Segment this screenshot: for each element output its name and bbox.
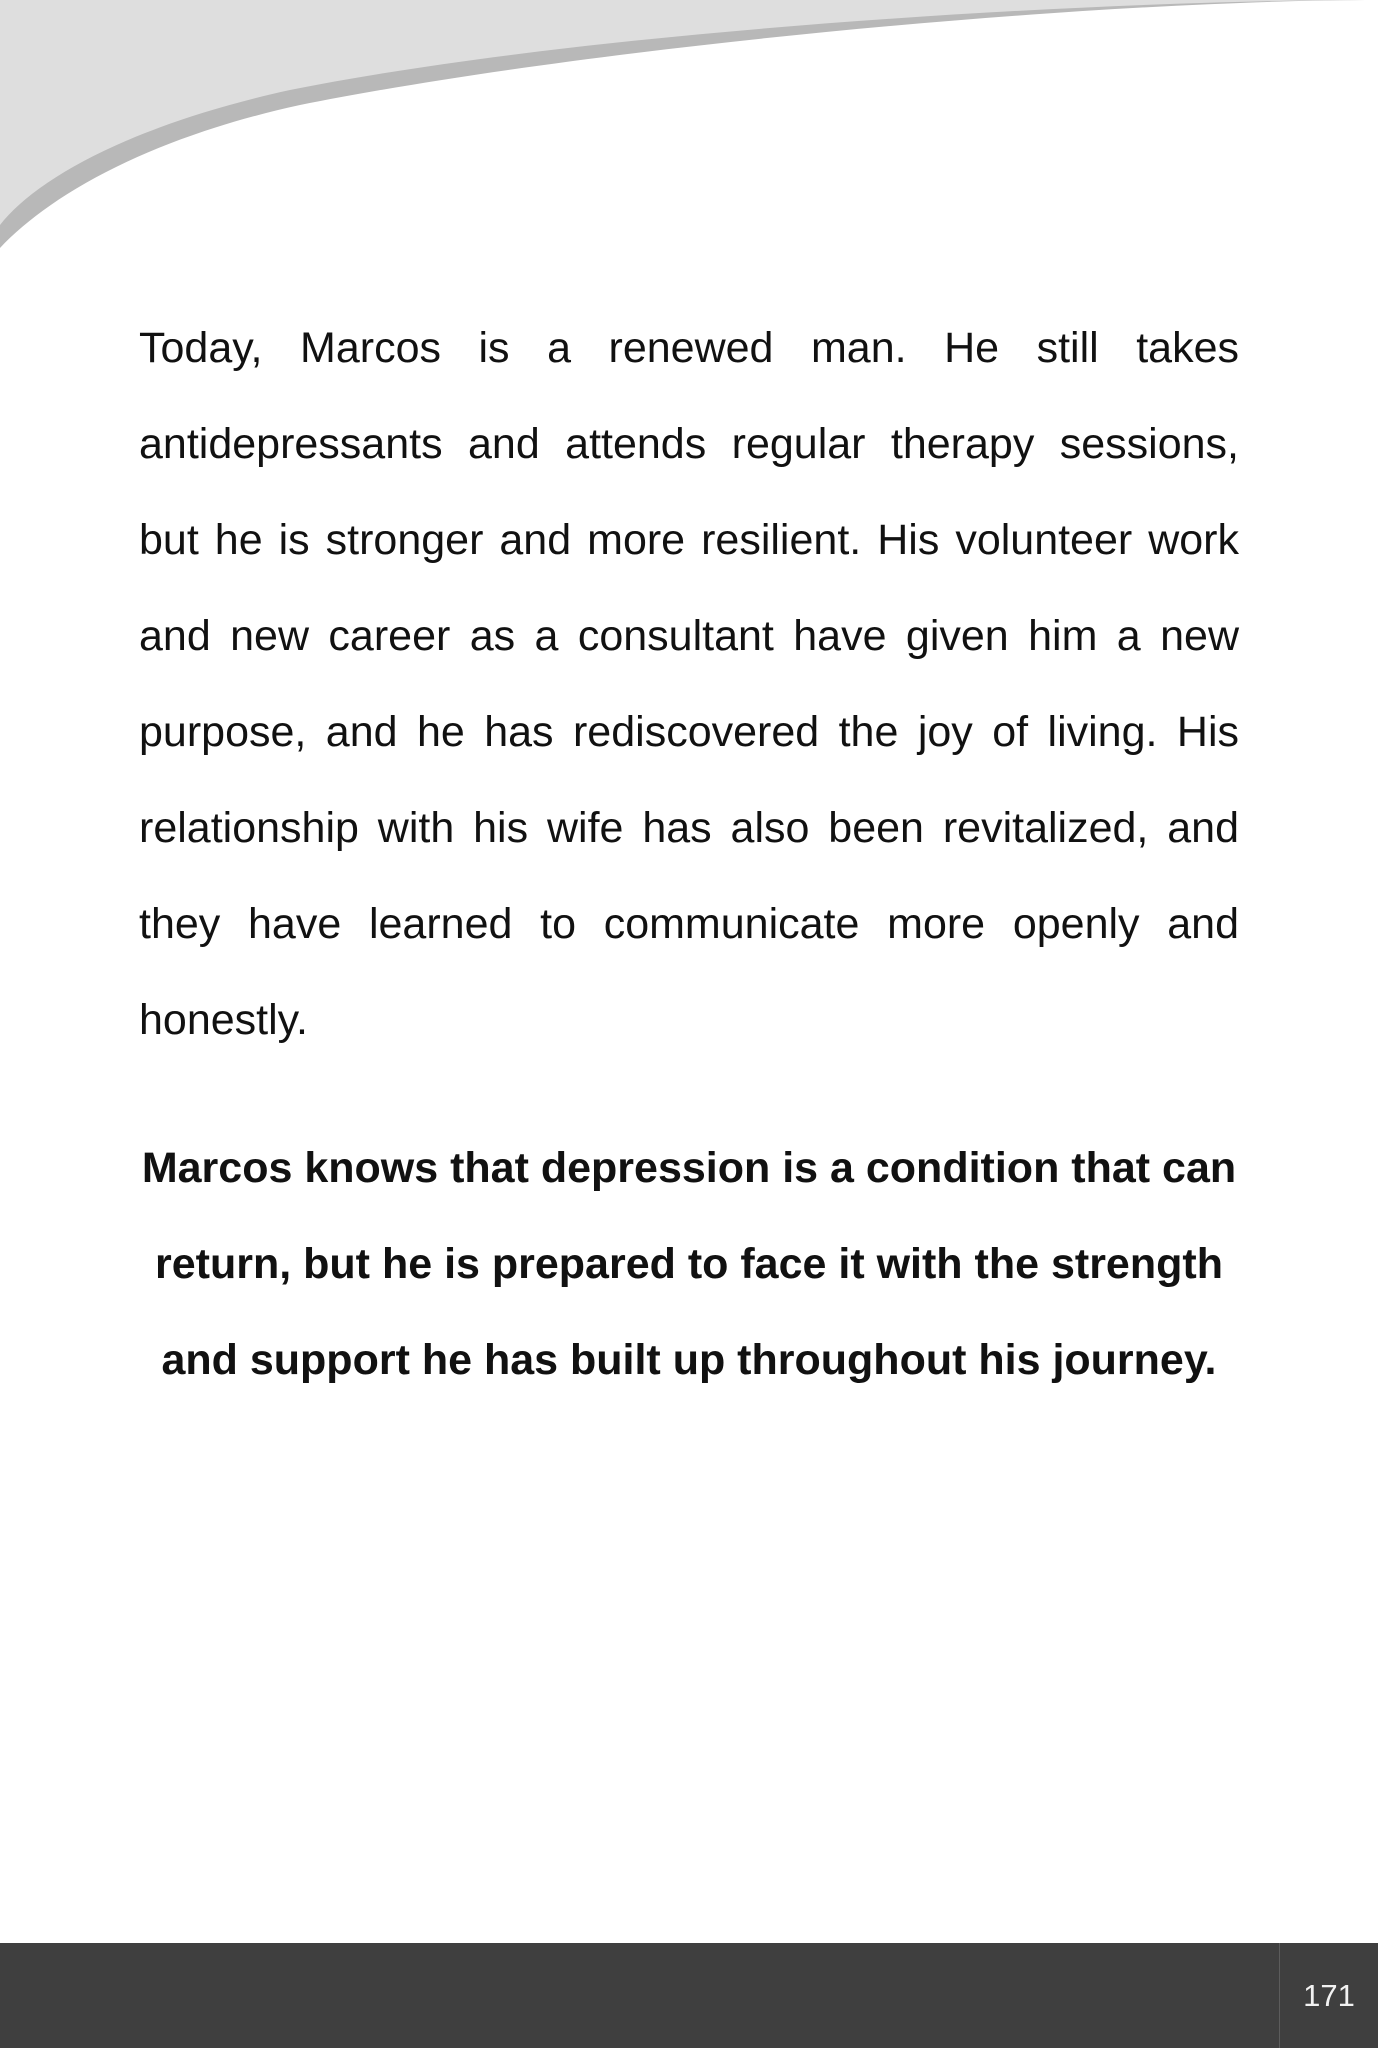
page-footer xyxy=(0,1943,1378,2048)
page-number: 171 xyxy=(1303,1977,1355,2013)
page-number-box xyxy=(1279,1943,1378,2048)
body-paragraph: Today, Marcos is a renewed man. He still takes antidepressants and attends regular therapy sessions, but he is stronger and more resilient. His volunteer work and new career as a consultant have given him a new purpose, and he has rediscovered the joy of living. His relationship with his wife has also been revitalized, and they have learned to communicate more openly and honestly. xyxy=(139,324,1239,1044)
page-content xyxy=(139,300,1239,1408)
decorative-header-curve xyxy=(0,0,1378,300)
highlighted-statement: Marcos knows that depression is a condition that can return, but he is prepared to face it with the strength and support he has built up throughout his journey. xyxy=(141,1144,1237,1384)
